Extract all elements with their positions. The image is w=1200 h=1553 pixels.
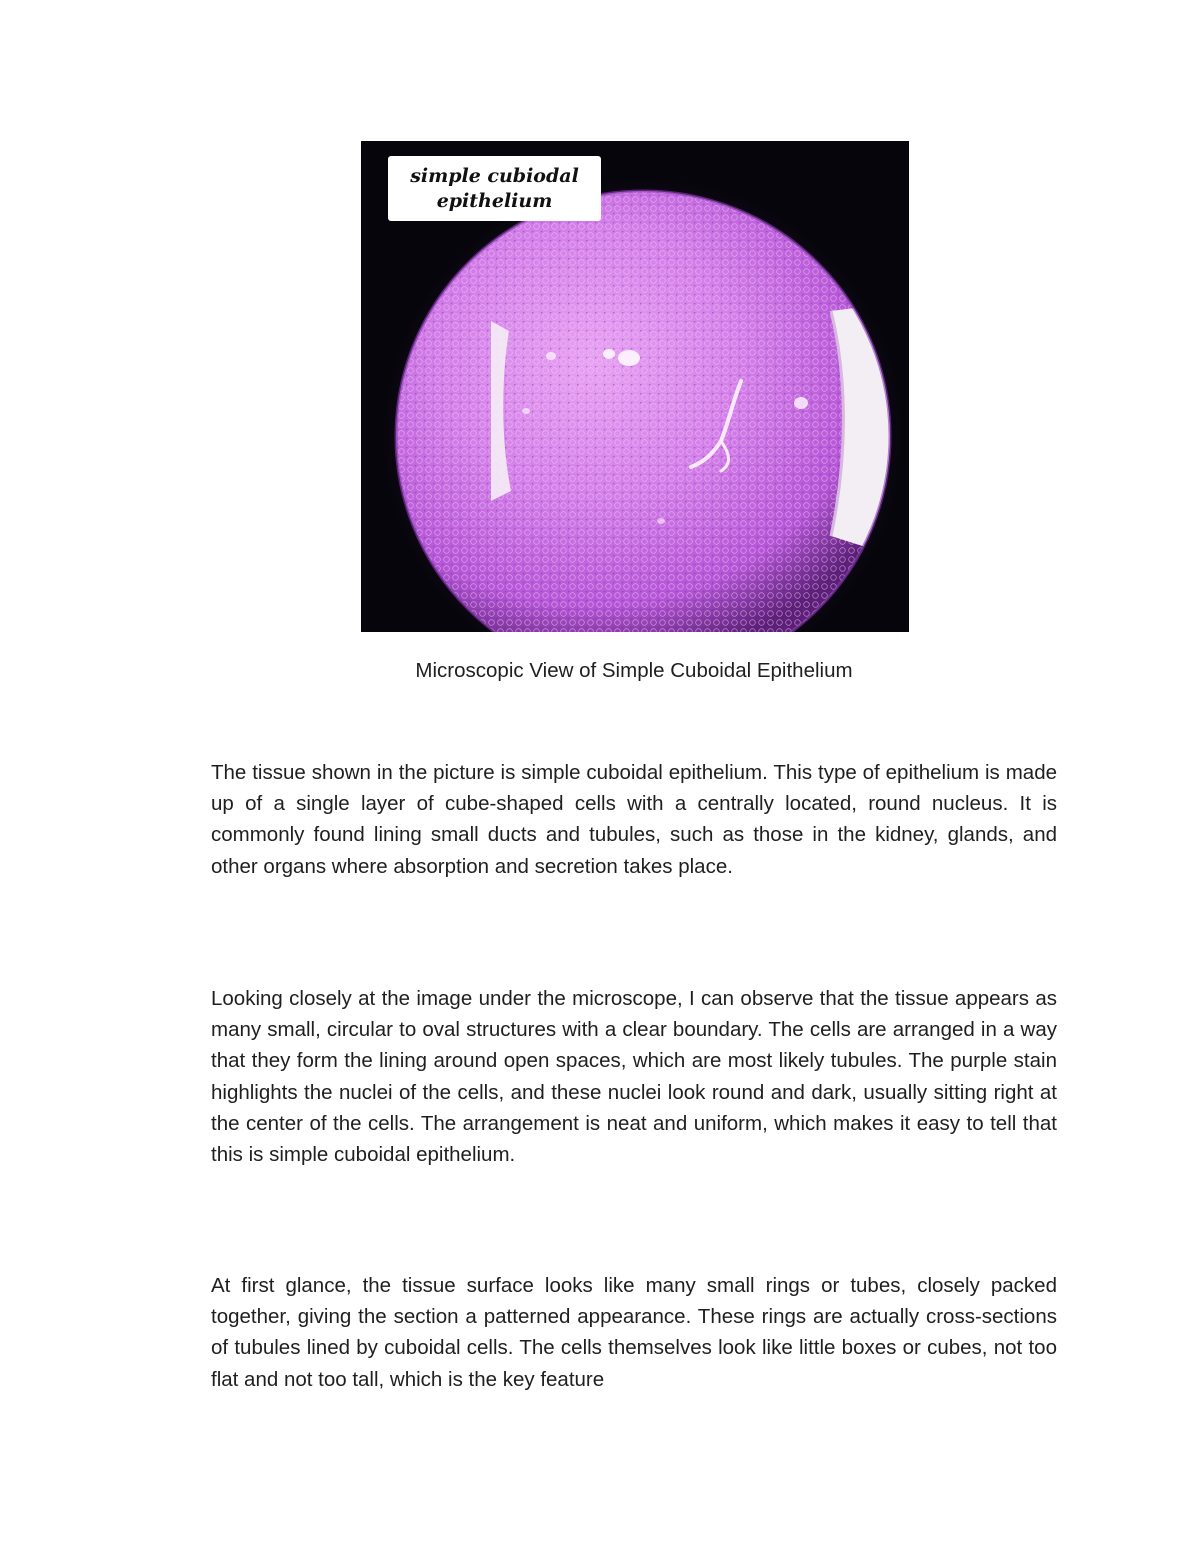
micrograph-label-line2: epithelium — [436, 189, 553, 212]
body-paragraph: Looking closely at the image under the microscope, I can observe that the tissue appears as many small, circular to oval structures with a clear boundary. The cells are arranged in a way that they form the lining around open spaces, which are most likely tubules. The purple stain highlights the nuclei of the cells, and these nuclei look round and dark, usually sitting right at the center of the cells. The arrangement is neat and uniform, which makes it easy to tell that this is simple cuboidal epithelium. — [211, 987, 1057, 1167]
micrograph-figure — [361, 141, 909, 632]
micrograph-label — [388, 156, 601, 221]
body-paragraph: The tissue shown in the picture is simple cuboidal epithelium. This type of epithelium is made up of a single layer of cube-shaped cells with a centrally located, round nucleus. It is commonly found lining small ducts and tubules, such as those in the kidney, glands, and other organs where absorption and secretion takes place. — [211, 761, 1057, 878]
body-paragraph: At first glance, the tissue surface looks like many small rings or tubes, closely packed together, giving the section a patterned appearance. These rings are actually cross-sections of tubules lined by cuboidal cells. The cells themselves look like little boxes or cubes, not too flat and not too tall, which is the key feature — [211, 1274, 1057, 1391]
micrograph-label-line1: simple cubiodal — [410, 164, 579, 187]
figure-caption: Microscopic View of Simple Cuboidal Epithelium — [415, 659, 853, 682]
